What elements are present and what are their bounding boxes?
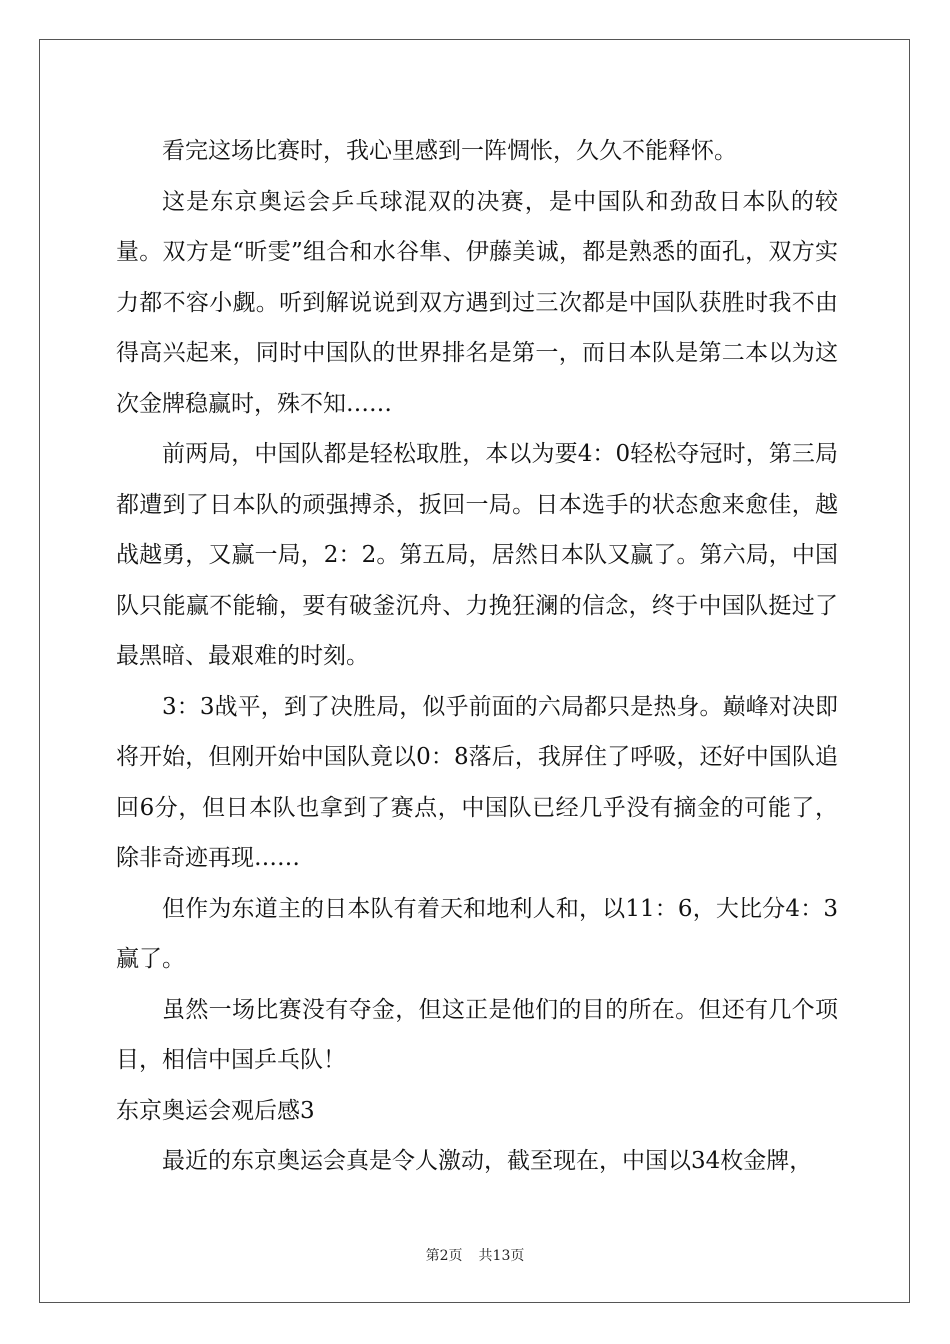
paragraph-3: 前两局，中国队都是轻松取胜，本以为要4：0轻松夺冠时，第三局都遭到了日本队的顽强搏杀，扳回一局。日本选手的状态愈来愈佳，越战越勇，又赢一局，2：2。第五局，居然日本队又赢了。第六局，中国队只能赢不能输，要有破釜沉舟、力挽狂澜的信念，终于中国队挺过了最黑暗、最艰难的时刻。: [116, 441, 838, 669]
paragraph-5: 但作为东道主的日本队有着天和地利人和，以11：6，大比分4：3赢了。: [116, 895, 838, 972]
document-body: [116, 126, 838, 1187]
page-total: 共13页: [478, 1248, 525, 1264]
page-footer: [0, 1246, 950, 1266]
paragraph-2: 这是东京奥运会乒乓球混双的决赛，是中国队和劲敌日本队的较量。双方是“昕雯”组合和水谷隼、伊藤美诚，都是熟悉的面孔，双方实力都不容小觑。听到解说说到双方遇到过三次都是中国队获胜时我不由得高兴起来，同时中国队的世界排名是第一，而日本队是第二本以为这次金牌稳赢时，殊不知……: [116, 188, 838, 417]
paragraph-6: 虽然一场比赛没有夺金，但这正是他们的目的所在。但还有几个项目，相信中国乒乓队！: [116, 996, 838, 1073]
paragraph-7: 最近的东京奥运会真是令人激动，截至现在，中国以34枚金牌，: [162, 1148, 813, 1174]
paragraph-4: 3：3战平，到了决胜局，似乎前面的六局都只是热身。巅峰对决即将开始，但刚开始中国队竟以0：8落后，我屏住了呼吸，还好中国队追回6分，但日本队也拿到了赛点，中国队已经几乎没有摘金的可能了，除非奇迹再现……: [116, 693, 838, 871]
page-number: 第2页: [425, 1248, 463, 1264]
section-title: 东京奥运会观后感3: [116, 1097, 315, 1124]
paragraph-1: 看完这场比赛时，我心里感到一阵惆怅，久久不能释怀。: [162, 138, 737, 164]
